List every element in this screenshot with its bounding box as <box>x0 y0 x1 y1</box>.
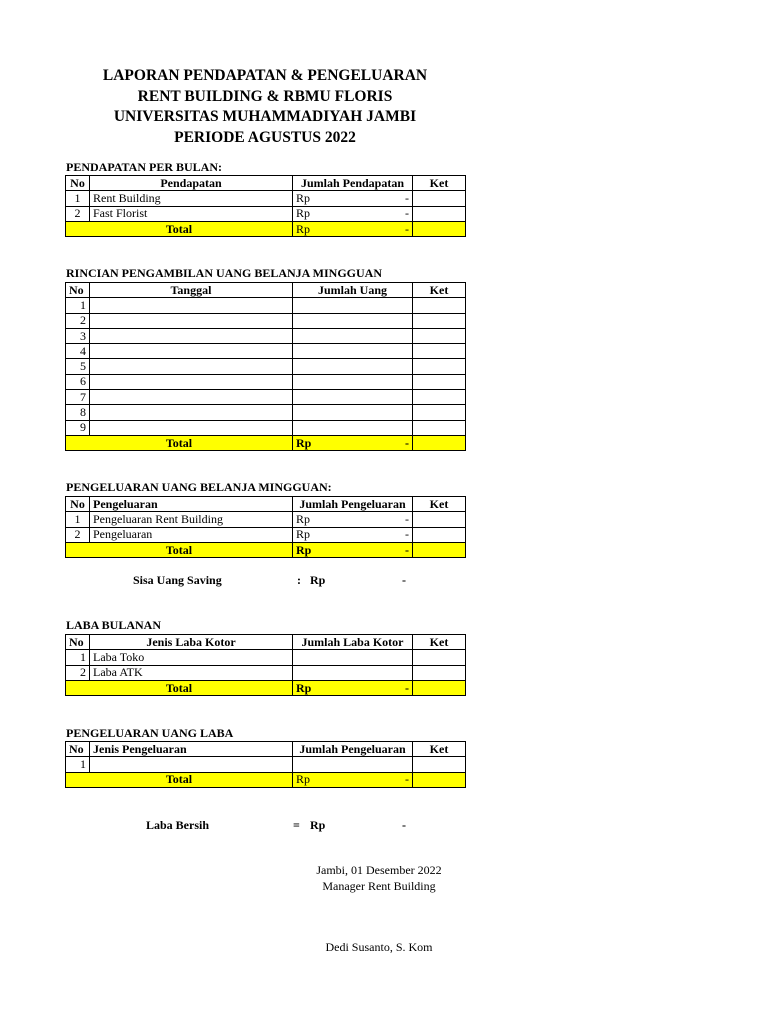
row-no: 2 <box>66 665 90 680</box>
title-line-4: PERIODE AGUSTUS 2022 <box>174 128 356 146</box>
header-ket: Ket <box>413 176 466 191</box>
row-no: 1 <box>66 757 90 772</box>
row-ket <box>413 374 466 389</box>
signature-place-date: Jambi, 01 Desember 2022 <box>316 863 442 877</box>
row-ket <box>413 313 466 328</box>
row-tanggal <box>90 405 293 420</box>
row-no: 2 <box>66 206 90 221</box>
total-label: Total <box>66 680 293 695</box>
row-no: 1 <box>66 650 90 665</box>
sisa-currency: Rp <box>310 573 326 587</box>
total-label: Total <box>66 435 293 450</box>
header-jumlah-pengeluaran: Jumlah Pengeluaran <box>293 742 413 757</box>
row-ket <box>413 191 466 206</box>
table-row <box>66 298 466 313</box>
total-amount <box>293 772 413 787</box>
header-jumlah-uang: Jumlah Uang <box>293 283 413 298</box>
total-ket <box>413 221 466 236</box>
table-row <box>66 757 466 772</box>
header-tanggal: Tanggal <box>90 283 293 298</box>
row-amount <box>293 757 413 772</box>
pengeluaran-heading: PENGELUARAN UANG BELANJA MINGGUAN: <box>66 480 332 494</box>
amount: - <box>405 542 409 557</box>
sisa-separator: : <box>297 573 301 587</box>
row-name: Fast Florist <box>90 206 293 221</box>
row-name: Laba ATK <box>90 665 293 680</box>
row-amount <box>293 512 413 527</box>
table-row <box>66 328 466 343</box>
table-row <box>66 405 466 420</box>
row-tanggal <box>90 359 293 374</box>
header-no: No <box>66 635 90 650</box>
table-row <box>66 344 466 359</box>
amount: - <box>405 221 409 236</box>
total-row <box>66 435 466 450</box>
row-amount <box>293 665 413 680</box>
table-row <box>66 650 466 665</box>
rincian-table <box>65 282 466 451</box>
row-tanggal <box>90 298 293 313</box>
row-tanggal <box>90 313 293 328</box>
signature-role: Manager Rent Building <box>322 879 436 893</box>
row-name <box>90 757 293 772</box>
amount: - <box>405 190 409 205</box>
row-no: 4 <box>66 344 90 359</box>
row-jumlah <box>293 374 413 389</box>
currency: Rp <box>296 511 311 526</box>
row-jumlah <box>293 420 413 435</box>
row-tanggal <box>90 390 293 405</box>
row-jumlah <box>293 298 413 313</box>
table-row <box>66 206 466 221</box>
total-row <box>66 221 466 236</box>
sisa-amount: - <box>402 573 406 587</box>
table-row <box>66 665 466 680</box>
total-row <box>66 542 466 557</box>
header-no: No <box>66 497 90 512</box>
total-label: Total <box>66 772 293 787</box>
row-no: 2 <box>66 527 90 542</box>
row-name: Pengeluaran Rent Building <box>90 512 293 527</box>
row-jumlah <box>293 313 413 328</box>
row-amount <box>293 191 413 206</box>
total-ket <box>413 680 466 695</box>
header-ket: Ket <box>413 283 466 298</box>
row-name: Laba Toko <box>90 650 293 665</box>
table-row <box>66 191 466 206</box>
total-row <box>66 772 466 787</box>
row-ket <box>413 206 466 221</box>
currency: Rp <box>296 542 312 557</box>
header-jenis-pengeluaran: Jenis Pengeluaran <box>90 742 293 757</box>
row-amount <box>293 650 413 665</box>
row-ket <box>413 527 466 542</box>
row-tanggal <box>90 420 293 435</box>
row-ket <box>413 650 466 665</box>
currency: Rp <box>296 680 312 695</box>
row-tanggal <box>90 344 293 359</box>
amount: - <box>405 680 409 695</box>
currency: Rp <box>296 435 312 450</box>
amount: - <box>405 206 409 221</box>
currency: Rp <box>296 527 311 542</box>
table-row <box>66 420 466 435</box>
row-jumlah <box>293 390 413 405</box>
row-no: 1 <box>66 298 90 313</box>
table-row <box>66 512 466 527</box>
header-jumlah-pengeluaran: Jumlah Pengeluaran <box>293 497 413 512</box>
row-ket <box>413 512 466 527</box>
total-row <box>66 680 466 695</box>
laba-heading: LABA BULANAN <box>66 618 162 632</box>
header-no: No <box>66 176 90 191</box>
header-ket: Ket <box>413 497 466 512</box>
rincian-heading: RINCIAN PENGAMBILAN UANG BELANJA MINGGUAN <box>66 266 383 280</box>
row-ket <box>413 405 466 420</box>
header-pengeluaran: Pengeluaran <box>90 497 293 512</box>
currency: Rp <box>296 206 311 221</box>
row-no: 3 <box>66 328 90 343</box>
header-pendapatan: Pendapatan <box>90 176 293 191</box>
table-row <box>66 359 466 374</box>
signature-name: Dedi Susanto, S. Kom <box>325 940 433 954</box>
laba-bersih-separator: = <box>293 818 300 832</box>
sisa-label: Sisa Uang Saving <box>133 573 222 587</box>
row-jumlah <box>293 344 413 359</box>
currency: Rp <box>296 772 311 787</box>
row-amount <box>293 527 413 542</box>
header-jenis-laba-kotor: Jenis Laba Kotor <box>90 635 293 650</box>
row-ket <box>413 665 466 680</box>
header-jumlah-pendapatan: Jumlah Pendapatan <box>293 176 413 191</box>
total-amount <box>293 542 413 557</box>
laba-table <box>65 634 466 696</box>
row-no: 6 <box>66 374 90 389</box>
title-line-3: UNIVERSITAS MUHAMMADIYAH JAMBI <box>113 108 417 125</box>
header-no: No <box>66 742 90 757</box>
header-jumlah-laba-kotor: Jumlah Laba Kotor <box>293 635 413 650</box>
row-no: 9 <box>66 420 90 435</box>
header-ket: Ket <box>413 742 466 757</box>
row-no: 1 <box>66 191 90 206</box>
total-amount <box>293 435 413 450</box>
currency: Rp <box>296 190 311 205</box>
total-ket <box>413 772 466 787</box>
title-line-2: RENT BUILDING & RBMU FLORIS <box>137 87 393 105</box>
pengeluaran-laba-table <box>65 741 466 788</box>
laba-bersih-label: Laba Bersih <box>146 818 210 832</box>
total-amount <box>293 221 413 236</box>
amount: - <box>405 527 409 542</box>
report-title <box>60 66 470 148</box>
table-row <box>66 374 466 389</box>
amount: - <box>405 772 409 787</box>
pendapatan-heading: PENDAPATAN PER BULAN: <box>66 160 222 174</box>
currency: Rp <box>296 221 311 236</box>
row-jumlah <box>293 328 413 343</box>
row-jumlah <box>293 359 413 374</box>
row-ket <box>413 757 466 772</box>
amount: - <box>405 435 409 450</box>
row-ket <box>413 328 466 343</box>
header-ket: Ket <box>413 635 466 650</box>
row-ket <box>413 359 466 374</box>
row-no: 5 <box>66 359 90 374</box>
row-tanggal <box>90 374 293 389</box>
table-row <box>66 390 466 405</box>
row-jumlah <box>293 405 413 420</box>
row-name: Pengeluaran <box>90 527 293 542</box>
table-row <box>66 313 466 328</box>
row-no: 1 <box>66 512 90 527</box>
row-no: 2 <box>66 313 90 328</box>
total-ket <box>413 542 466 557</box>
total-label: Total <box>66 542 293 557</box>
row-ket <box>413 420 466 435</box>
row-amount <box>293 206 413 221</box>
table-row <box>66 527 466 542</box>
pendapatan-table <box>65 175 466 237</box>
row-ket <box>413 390 466 405</box>
amount: - <box>405 511 409 526</box>
row-ket <box>413 298 466 313</box>
header-no: No <box>66 283 90 298</box>
total-label: Total <box>66 221 293 236</box>
laba-bersih-amount: - <box>402 818 406 832</box>
total-amount <box>293 680 413 695</box>
title-line-1: LAPORAN PENDAPATAN & PENGELUARAN <box>102 67 428 84</box>
row-name: Rent Building <box>90 191 293 206</box>
row-ket <box>413 344 466 359</box>
total-ket <box>413 435 466 450</box>
row-tanggal <box>90 328 293 343</box>
pengeluaran-table <box>65 496 466 558</box>
pengeluaran-laba-heading: PENGELUARAN UANG LABA <box>66 726 234 740</box>
row-no: 8 <box>66 405 90 420</box>
row-no: 7 <box>66 390 90 405</box>
laba-bersih-currency: Rp <box>310 818 326 832</box>
